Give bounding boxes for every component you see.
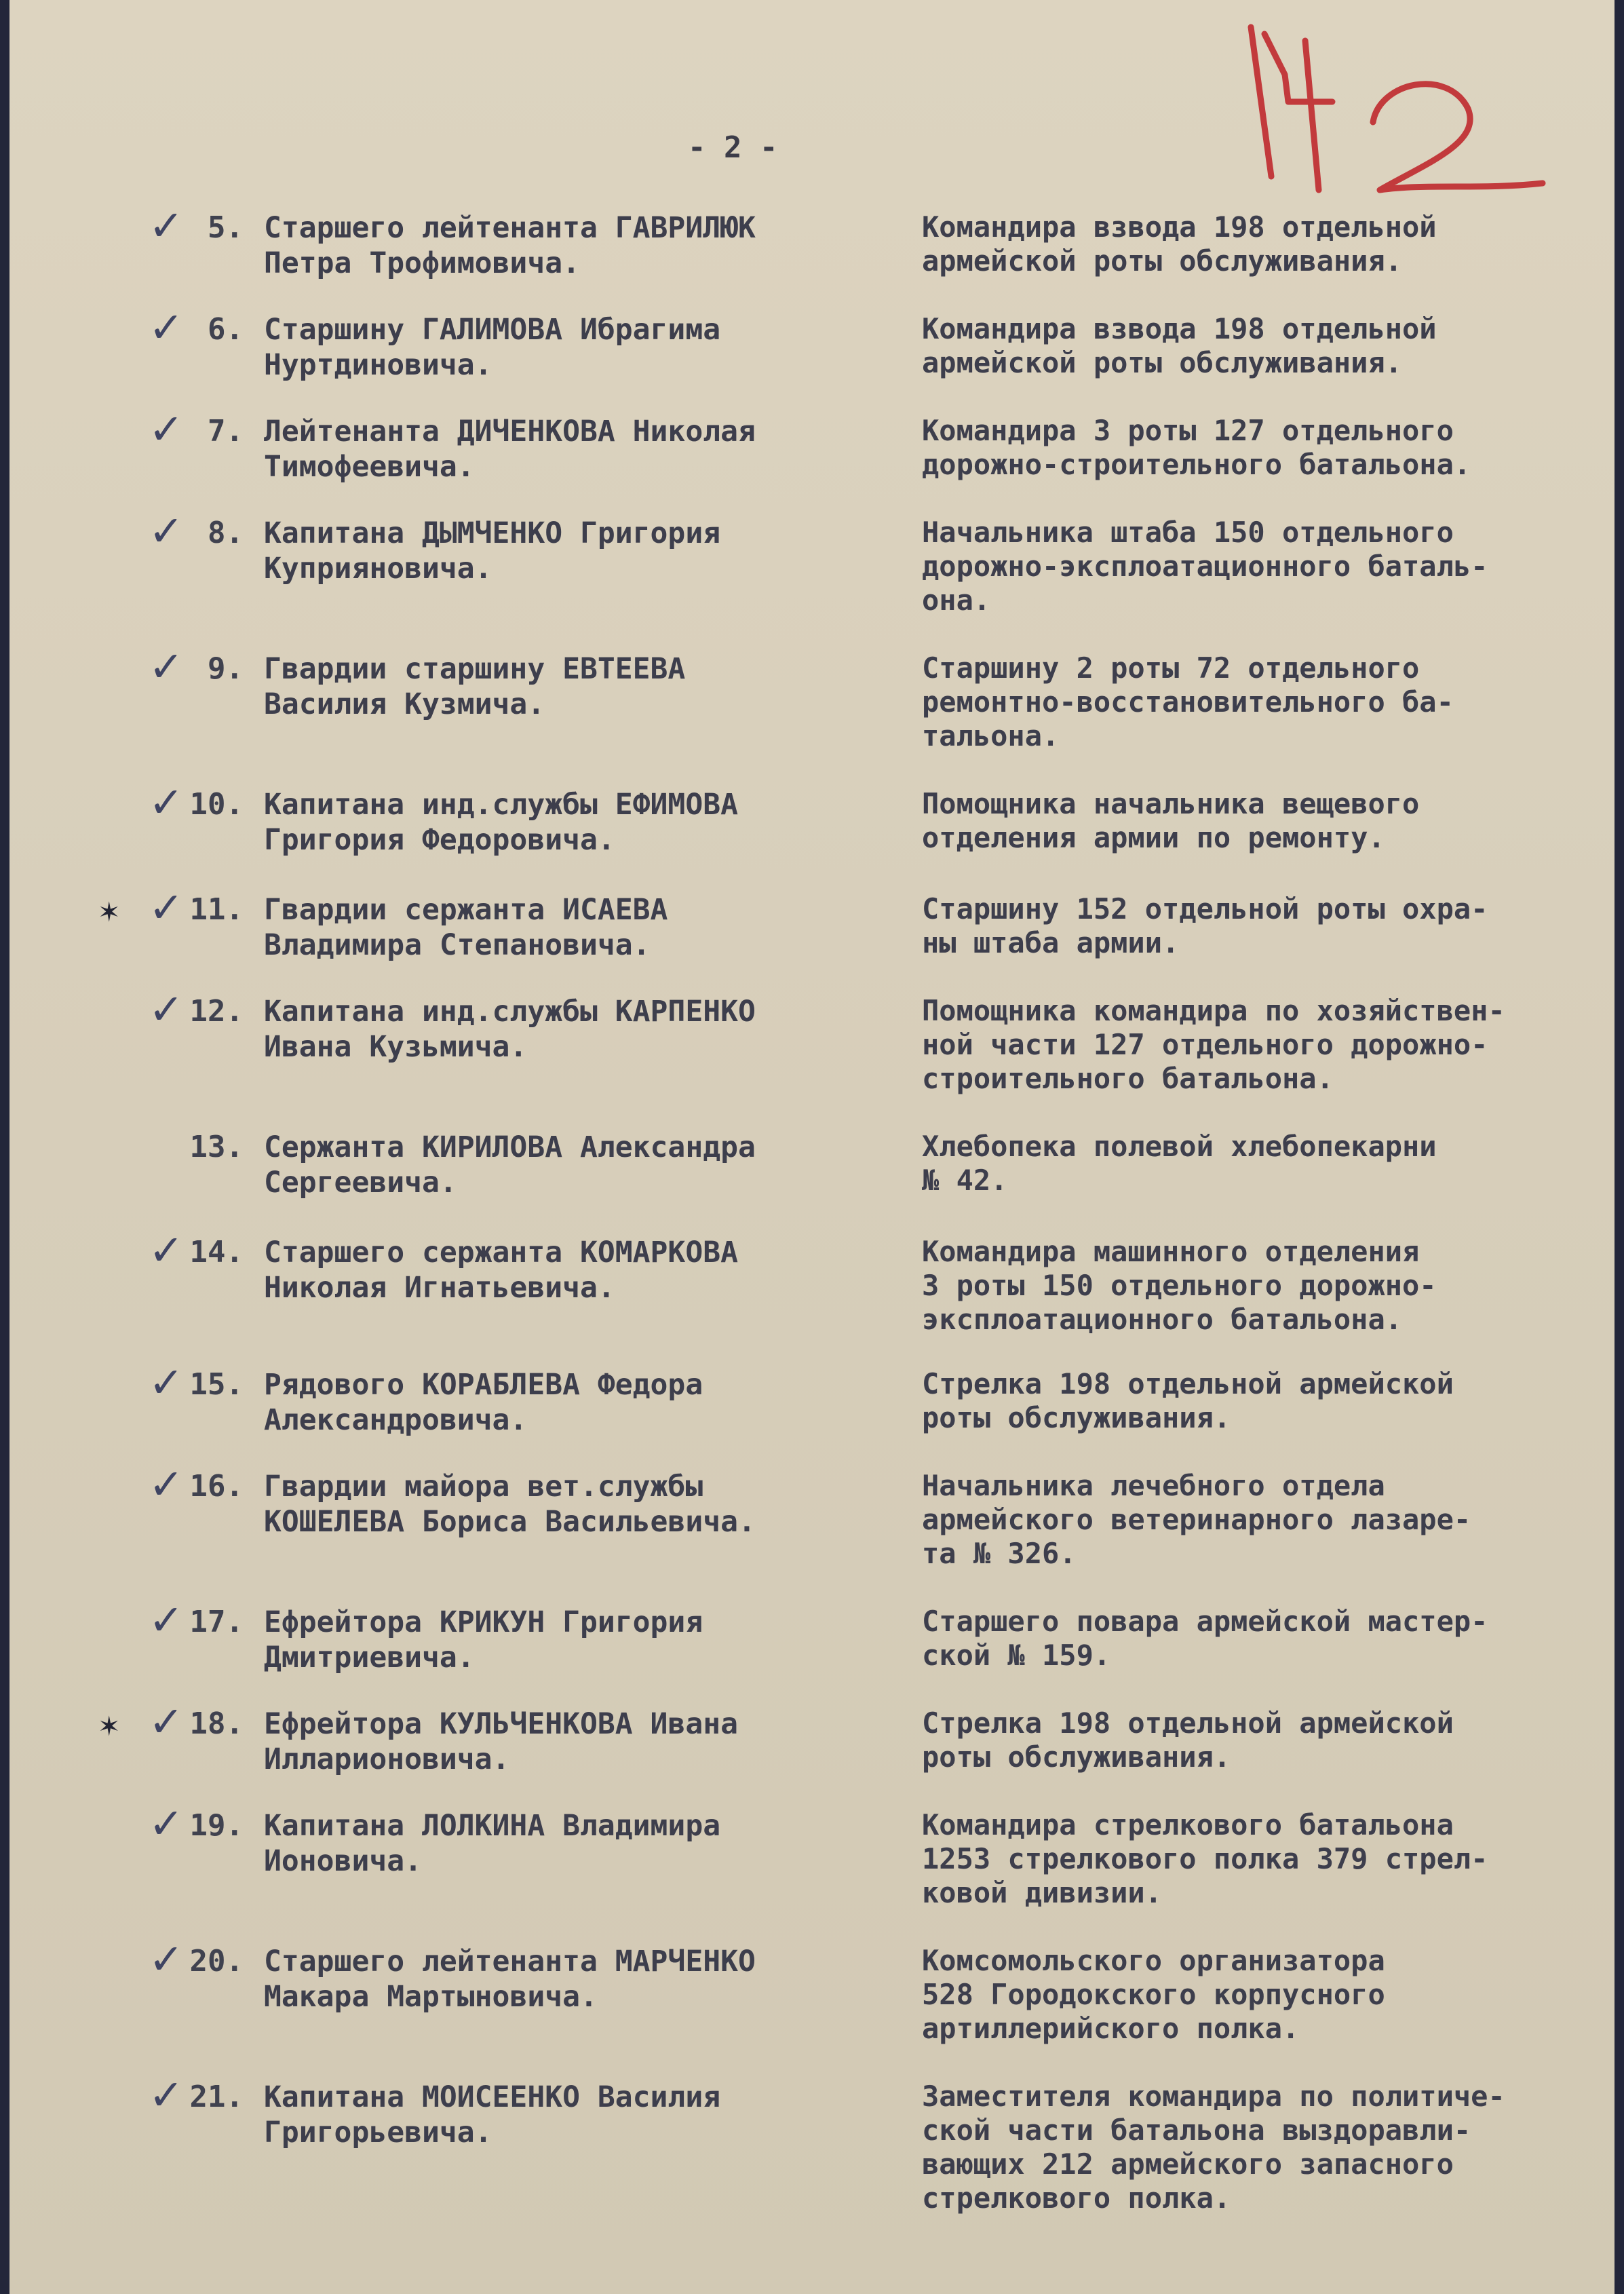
checkmark-icon: ✓ bbox=[149, 778, 184, 827]
checkmark-icon: ✓ bbox=[149, 1934, 184, 1984]
entry-position: Командира взвода 198 отдельной армейской роты обслуживания. bbox=[922, 312, 1437, 379]
entry-position: Командира машинного отделения 3 роты 150 отдельного дорожно- эксплоатационного батальона. bbox=[922, 1235, 1437, 1336]
entry-person: Гвардии майора вет.службы КОШЕЛЕВА Бориса Васильевича. bbox=[264, 1470, 756, 1539]
entry-person: Ефрейтора КУЛЬЧЕНКОВА Ивана Илларионовича. bbox=[264, 1707, 738, 1776]
entry-number: 18. bbox=[189, 1706, 244, 1741]
entry-position: Помощника командира по хозяйствен- ной части 127 отдельного дорожно- строительного батальона. bbox=[922, 994, 1505, 1095]
entry-position: Командира 3 роты 127 отдельного дорожно-строительного батальона. bbox=[922, 414, 1471, 481]
entry-position: Хлебопека полевой хлебопекарни № 42. bbox=[922, 1130, 1437, 1197]
entry-person: Старшего лейтенанта ГАВРИЛЮК Петра Трофимовича. bbox=[264, 211, 756, 280]
entry-position: Помощника начальника вещевого отделения армии по ремонту. bbox=[922, 787, 1420, 854]
entry-position: Комсомольского организатора 528 Городокского корпусного артиллерийского полка. bbox=[922, 1944, 1385, 2045]
checkmark-icon: ✓ bbox=[149, 201, 184, 250]
entry-number: 19. bbox=[189, 1808, 244, 1843]
checkmark-icon: ✓ bbox=[149, 2070, 184, 2120]
entry-person: Гвардии старшину ЕВТЕЕВА Василия Кузмича. bbox=[264, 652, 686, 721]
entry-number: 16. bbox=[189, 1469, 244, 1504]
entry-person: Старшего лейтенанта МАРЧЕНКО Макара Мартыновича. bbox=[264, 1945, 756, 2014]
checkmark-icon: ✓ bbox=[149, 1799, 184, 1848]
checkmark-icon: ✓ bbox=[149, 642, 184, 691]
checkmark-icon: ✓ bbox=[149, 1358, 184, 1407]
document-page bbox=[9, 0, 1615, 2294]
entry-number: 17. bbox=[189, 1605, 244, 1639]
entry-position: Стрелка 198 отдельной армейской роты обслуживания. bbox=[922, 1706, 1454, 1774]
entry-person: Гвардии сержанта ИСАЕВА Владимира Степановича. bbox=[264, 893, 668, 962]
checkmark-icon: ✓ bbox=[149, 506, 184, 556]
checkmark-icon: ✓ bbox=[149, 984, 184, 1034]
entry-number: 11. bbox=[189, 892, 244, 927]
entry-number: 13. bbox=[189, 1130, 244, 1164]
star-mark-icon: ✶ bbox=[98, 897, 121, 928]
checkmark-icon: ✓ bbox=[149, 1595, 184, 1645]
entry-position: Командира взвода 198 отдельной армейской роты обслуживания. bbox=[922, 210, 1437, 278]
checkmark-icon: ✓ bbox=[149, 1225, 184, 1275]
entry-number: 15. bbox=[189, 1367, 244, 1402]
entry-number: 12. bbox=[189, 994, 244, 1029]
entry-person: Рядового КОРАБЛЕВА Федора Александровича. bbox=[264, 1368, 703, 1437]
entry-position: Начальника лечебного отдела армейского ветеринарного лазаре- та № 326. bbox=[922, 1469, 1471, 1570]
entry-position: Командира стрелкового батальона 1253 стрелкового полка 379 стрел- ковой дивизии. bbox=[922, 1808, 1488, 1909]
entry-person: Капитана инд.службы КАРПЕНКО Ивана Кузьмича. bbox=[264, 995, 756, 1064]
entry-position: Стрелка 198 отдельной армейской роты обслуживания. bbox=[922, 1367, 1454, 1434]
entry-person: Капитана МОИСЕЕНКО Василия Григорьевича. bbox=[264, 2080, 721, 2149]
entry-number: 14. bbox=[189, 1235, 244, 1269]
checkmark-icon: ✓ bbox=[149, 303, 184, 352]
entry-person: Ефрейтора КРИКУН Григория Дмитриевича. bbox=[264, 1605, 703, 1675]
entry-number: 21. bbox=[189, 2080, 244, 2114]
entry-position: Заместителя командира по политиче- ской части батальона выздоравли- вающих 212 армейского запасного стрелкового полка. bbox=[922, 2080, 1505, 2215]
entry-position: Старшину 2 роты 72 отдельного ремонтно-восстановительного ба- тальона. bbox=[922, 651, 1454, 752]
entry-number: 9. bbox=[208, 651, 244, 686]
checkmark-icon: ✓ bbox=[149, 1697, 184, 1746]
entry-position: Старшину 152 отдельной роты охра- ны штаба армии. bbox=[922, 892, 1488, 959]
page-number: - 2 - bbox=[688, 130, 778, 165]
entry-person: Старшину ГАЛИМОВА Ибрагима Нуртдиновича. bbox=[264, 313, 721, 382]
entry-position: Начальника штаба 150 отдельного дорожно-эксплоатационного баталь- она. bbox=[922, 516, 1488, 617]
entry-number: 8. bbox=[208, 516, 244, 550]
entry-person: Старшего сержанта КОМАРКОВА Николая Игнатьевича. bbox=[264, 1236, 738, 1305]
checkmark-icon: ✓ bbox=[149, 1459, 184, 1509]
entry-person: Лейтенанта ДИЧЕНКОВА Николая Тимофеевича. bbox=[264, 415, 756, 484]
checkmark-icon: ✓ bbox=[149, 404, 184, 454]
entry-number: 10. bbox=[189, 787, 244, 822]
entry-number: 5. bbox=[208, 210, 244, 245]
entry-person: Капитана инд.службы ЕФИМОВА Григория Федоровича. bbox=[264, 788, 738, 857]
award-list bbox=[9, 0, 1615, 2294]
entry-person: Капитана ЛОЛКИНА Владимира Ионовича. bbox=[264, 1809, 721, 1878]
entry-position: Старшего повара армейской мастер- ской № 159. bbox=[922, 1605, 1488, 1672]
entry-person: Сержанта КИРИЛОВА Александра Сергеевича. bbox=[264, 1130, 756, 1200]
entry-number: 20. bbox=[189, 1944, 244, 1978]
checkmark-icon: ✓ bbox=[149, 883, 184, 932]
entry-number: 7. bbox=[208, 414, 244, 448]
entry-person: Капитана ДЫМЧЕНКО Григория Куприяновича. bbox=[264, 516, 721, 586]
star-mark-icon: ✶ bbox=[98, 1711, 121, 1742]
entry-number: 6. bbox=[208, 312, 244, 347]
